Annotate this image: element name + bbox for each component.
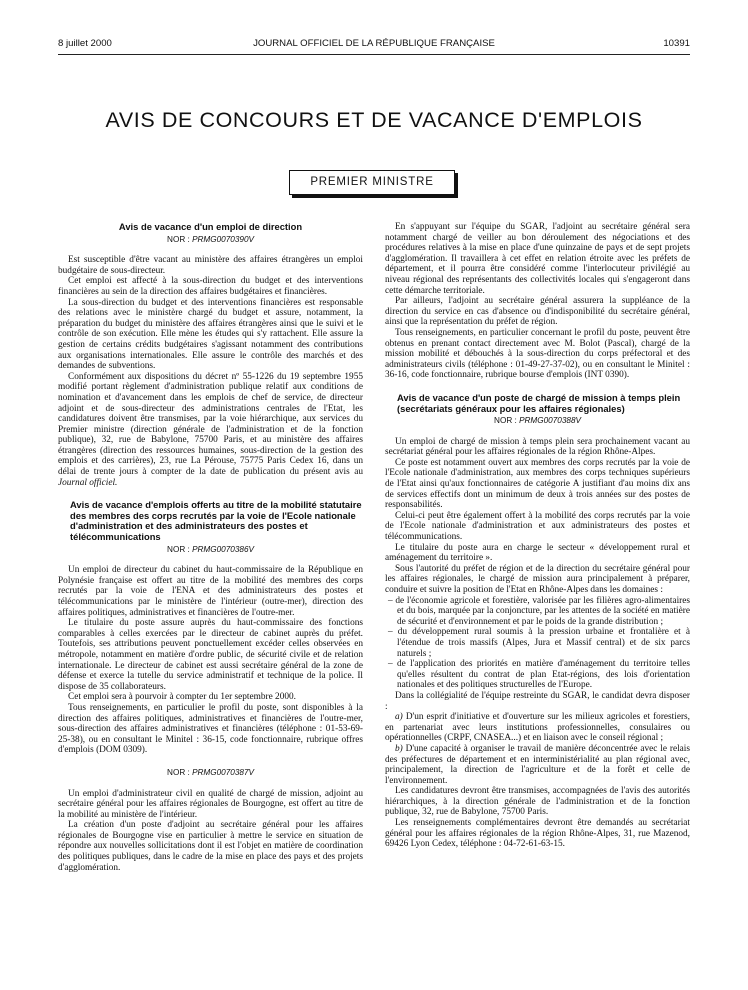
nor-label: NOR : [167, 767, 190, 777]
notice2-paragraph: Tous renseignements, en particulier le profil du poste, sont disponibles à la direction des affaires politiques, administratives et financières de l'outre-mer, sous-direction des affaires administratives et financières (téléphone : 01-53-69-25-38), ou en consultant le Minitel : 36-15, code fonctionnaire, rubrique offres d'emplois (DOM 0309). [58, 702, 363, 756]
right-column [385, 222, 690, 850]
quality-marker: b) [395, 743, 403, 754]
nor-label: NOR : [494, 416, 517, 426]
ministry-box [289, 170, 455, 195]
closing-paragraph: Les candidatures devront être transmises, accompagnées de l'avis des autorités hiérarchiques, à la direction générale de l'administration et de la fonction publique, 32, rue de Babylone, 75700 Paris. [385, 786, 690, 818]
list-item: – du développement rural soumis à la pression urbaine et frontalière et à l'étendue de trois massifs (Alpes, Jura et Massif central) et de six parcs naturels ; [388, 627, 690, 659]
continuation-paragraph: Par ailleurs, l'adjoint au secrétaire général assurera la suppléance de la direction du service en cas d'absence ou d'indisponibilité du secrétaire général, ainsi que la représentation du préfet de région. [385, 296, 690, 328]
notice2-paragraph: Cet emploi sera à pourvoir à compter du 1er septembre 2000. [68, 692, 296, 703]
continuation-paragraph: En s'appuyant sur l'équipe du SGAR, l'adjoint au secrétaire général sera notamment chargé de veiller au bon déroulement des négociations et des procédures relatives à la mise en place d'une quinzaine de pays et de sept projets d'agglomération. Il travaillera à cet effet en relation étroite avec les préfets de département, et il pourra être considéré comme l'interlocuteur privilégié au niveau régional des représentants des collectivités locales qui s'engageront dans cette démarche territoriale. [385, 222, 690, 296]
notice3-paragraph: Un emploi d'administrateur civil en qualité de chargé de mission, adjoint au secrétaire général pour les affaires régionales de Bourgogne, est offert au titre de la mobilité au ministère de l'intérieur. [58, 788, 363, 820]
nor-code: PRMG0070388V [519, 416, 581, 426]
nor-label: NOR : [167, 544, 190, 554]
header-rule [58, 54, 690, 55]
nor-code: PRMG0070387V [192, 767, 254, 777]
collegiality-paragraph: Dans la collégialité de l'équipe restreinte du SGAR, le candidat devra disposer : [385, 690, 690, 712]
notice1-paragraph: La sous-direction du budget et des interventions financières est responsable des relations avec le ministère chargé du budget et assure, notamment, la préparation du budget du ministère des affaires étrangères ainsi que le suivi et le contrôle de son exécution. Elle mène les études qui s'y rattachent. Elle assure la gestion de certains crédits budgétaires s'agissant notamment des contributions aux organisations internationales. Elle assure le contrôle des marchés et des demandes de subventions. [58, 297, 363, 372]
ministry-label: PREMIER MINISTRE [310, 176, 434, 188]
issue-date: 8 juillet 2000 [58, 38, 112, 49]
nor-label: NOR : [167, 234, 190, 244]
notice3-paragraph: La création d'un poste d'adjoint au secrétaire général pour les affaires régionales de Bourgogne vise en particulier à mettre le service en situation de répondre aux nouvelles sollicitations dont il est l'objet en matière de coordination des politiques publiques, dans le cadre de la mise en place des pays et des projets d'agglomération. [58, 820, 363, 873]
notice2-nor [58, 545, 363, 556]
notice4-paragraph: Un emploi de chargé de mission à temps plein sera prochainement vacant au secrétariat général pour les affaires régionales de la région Rhône-Alpes. [385, 436, 690, 458]
quality-marker: a) [395, 712, 403, 723]
quality-text: D'un esprit d'initiative et d'ouverture sur les milieux agricoles et forestiers, en partenariat avec leurs institutions professionnelles, consulaires ou opérationnelles (CRPF, CNASEA...) et en liaison avec le conseil régional ; [385, 712, 690, 744]
nor-code: PRMG0070386V [192, 544, 254, 554]
notice4-paragraph: Ce poste est notamment ouvert aux membres des corps recrutés par la voie de l'Ecole nationale d'administration, aux membres des corps techniques supérieurs de l'Etat ainsi qu'aux fonctionnaires de catégorie A justifiant d'au moins dix ans de services effectifs dont un minimum de deux à trois années sur des postes de responsabilités. [385, 457, 690, 511]
list-item: – de l'application des priorités en matière d'aménagement du territoire telles qu'elles résultent du contrat de plan Etat-régions, des lois d'orientation nationales et des politiques structurelles de l'Europe. [388, 659, 690, 691]
notice1-paragraph: Cet emploi est affecté à la sous-direction du budget et des interventions financières au sein de la direction des affaires budgétaires et financières. [58, 276, 363, 297]
closing-paragraph: Les renseignements complémentaires devront être demandés au secrétariat général pour les affaires régionales de la région Rhône-Alpes, 31, rue Mazenod, 69426 Lyon Cedex, téléphone : 04-72-61-63-15. [385, 818, 690, 850]
notice2-paragraph: Un emploi de directeur du cabinet du haut-commissaire de la République en Polynésie française est offert au titre de la mobilité des membres des corps recrutés par la voie de l'ENA et des administrateurs des postes et télécommunications par le ministère de l'intérieur (outre-mer), direction des affaires politiques, administratives et financières de l'outre-mer. [58, 565, 363, 618]
journal-name: JOURNAL OFFICIEL DE LA RÉPUBLIQUE FRANÇAISE [253, 38, 495, 49]
domains-list [385, 596, 690, 691]
notice4-paragraph: Celui-ci peut être également offert à la mobilité des corps recrutés par la voie de l'Ecole nationale d'administration et aux administrateurs des postes et télécommunications. [385, 510, 690, 543]
notice4-heading: Avis de vacance d'un poste de chargé de mission à temps plein (secrétariats généraux pour les affaires régionales) [397, 391, 681, 414]
notice1-heading: Avis de vacance d'un emploi de direction [118, 221, 303, 232]
notice2-heading: Avis de vacance d'emplois offerts au titre de la mobilité statutaire des membres des corps recrutés par la voie de l'Ecole nationale d'administration et des administrateurs des postes et télécommunications [70, 499, 362, 543]
notice4-nor [385, 416, 690, 427]
notice4-paragraph: Sous l'autorité du préfet de région et de la direction du secrétaire général pour les affaires régionales, le chargé de mission aura principalement à préparer, conduire et suivre la position de l'Etat en Rhône-Alpes dans les domaines : [385, 563, 690, 595]
notice1-paragraph-text: Conformément aux dispositions du décret nº 55-1226 du 19 septembre 1955 modifié portant règlement d'administration publique relatif aux conditions de nomination et d'avancement dans les emplois de chef de service, de directeur adjoint et de sous-directeur des administrations centrales de l'Etat, les candidatures doivent être transmises, par la voie hiérarchique, aux services du Premier ministre (direction générale de l'administration et de la fonction publique), 32, rue de Babylone, 75700 Paris, et au ministère des affaires étrangères (direction des ressources humaines, sous-direction de la gestion des emplois et des carrières), 23, rue La Pérouse, 75775 Paris Cedex 16, dans un délai de trente jours à compter de la date de publication du présent avis au [58, 371, 363, 478]
continuation-paragraph: Tous renseignements, en particulier concernant le profil du poste, peuvent être obtenus en prenant contact directement avec M. Bolot (Pascal), chargé de la mission mobilité et débouchés à la sous-direction du corps préfectoral et des administrateurs civils (téléphone : 01-49-27-37-02), ou en consultant le Minitel : 36-16, code fonctionnaire, rubrique bourse d'emplois (INT 0390). [385, 327, 690, 381]
journal-officiel-ref: Journal officiel. [58, 477, 118, 488]
quality-text: D'une capacité à organiser le travail de manière déconcentrée avec le relais des préfectures de département et en interministérialité au plan régional avec, principalement, la direction de l'agriculture et de la forêt et celle de l'environnement. [385, 743, 690, 786]
list-item: – de l'économie agricole et forestière, valorisée par les filières agro-alimentaires et du bois, marquée par la conjoncture, par les attentes de la société en matière de sécurité et d'environnement et par le poids de la grande distribution ; [388, 595, 690, 627]
running-header [58, 38, 690, 52]
notice4-paragraph: Le titulaire du poste aura en charge le secteur « développement rural et aménagement du territoire ». [385, 542, 690, 564]
quality-paragraph [385, 744, 690, 786]
quality-paragraph [385, 712, 690, 744]
notice3-nor [58, 768, 363, 779]
notice1-paragraph: Est susceptible d'être vacant au ministère des affaires étrangères un emploi budgétaire de sous-directeur. [58, 255, 363, 276]
nor-code: PRMG0070390V [192, 234, 254, 244]
notice1-nor [58, 235, 363, 246]
notice1-paragraph-deadline [58, 372, 363, 489]
notice2-paragraph: Le titulaire du poste assure auprès du haut-commissaire des fonctions comparables à celles exercées par le directeur de cabinet auprès du préfet. Toutefois, ses attributions peuvent ponctuellement excéder celles observées en métropole, notamment en matière d'ordre public, de sécurité civile et de relation internationale. Le directeur de cabinet est aussi secrétaire général de la zone de défense et exerce la tutelle du service administratif et technique de la police. Il dispose de 35 collaborateurs. [58, 618, 363, 692]
left-column [58, 222, 363, 873]
page-title: AVIS DE CONCOURS ET DE VACANCE D'EMPLOIS [105, 108, 643, 132]
page-number: 10391 [663, 38, 690, 49]
